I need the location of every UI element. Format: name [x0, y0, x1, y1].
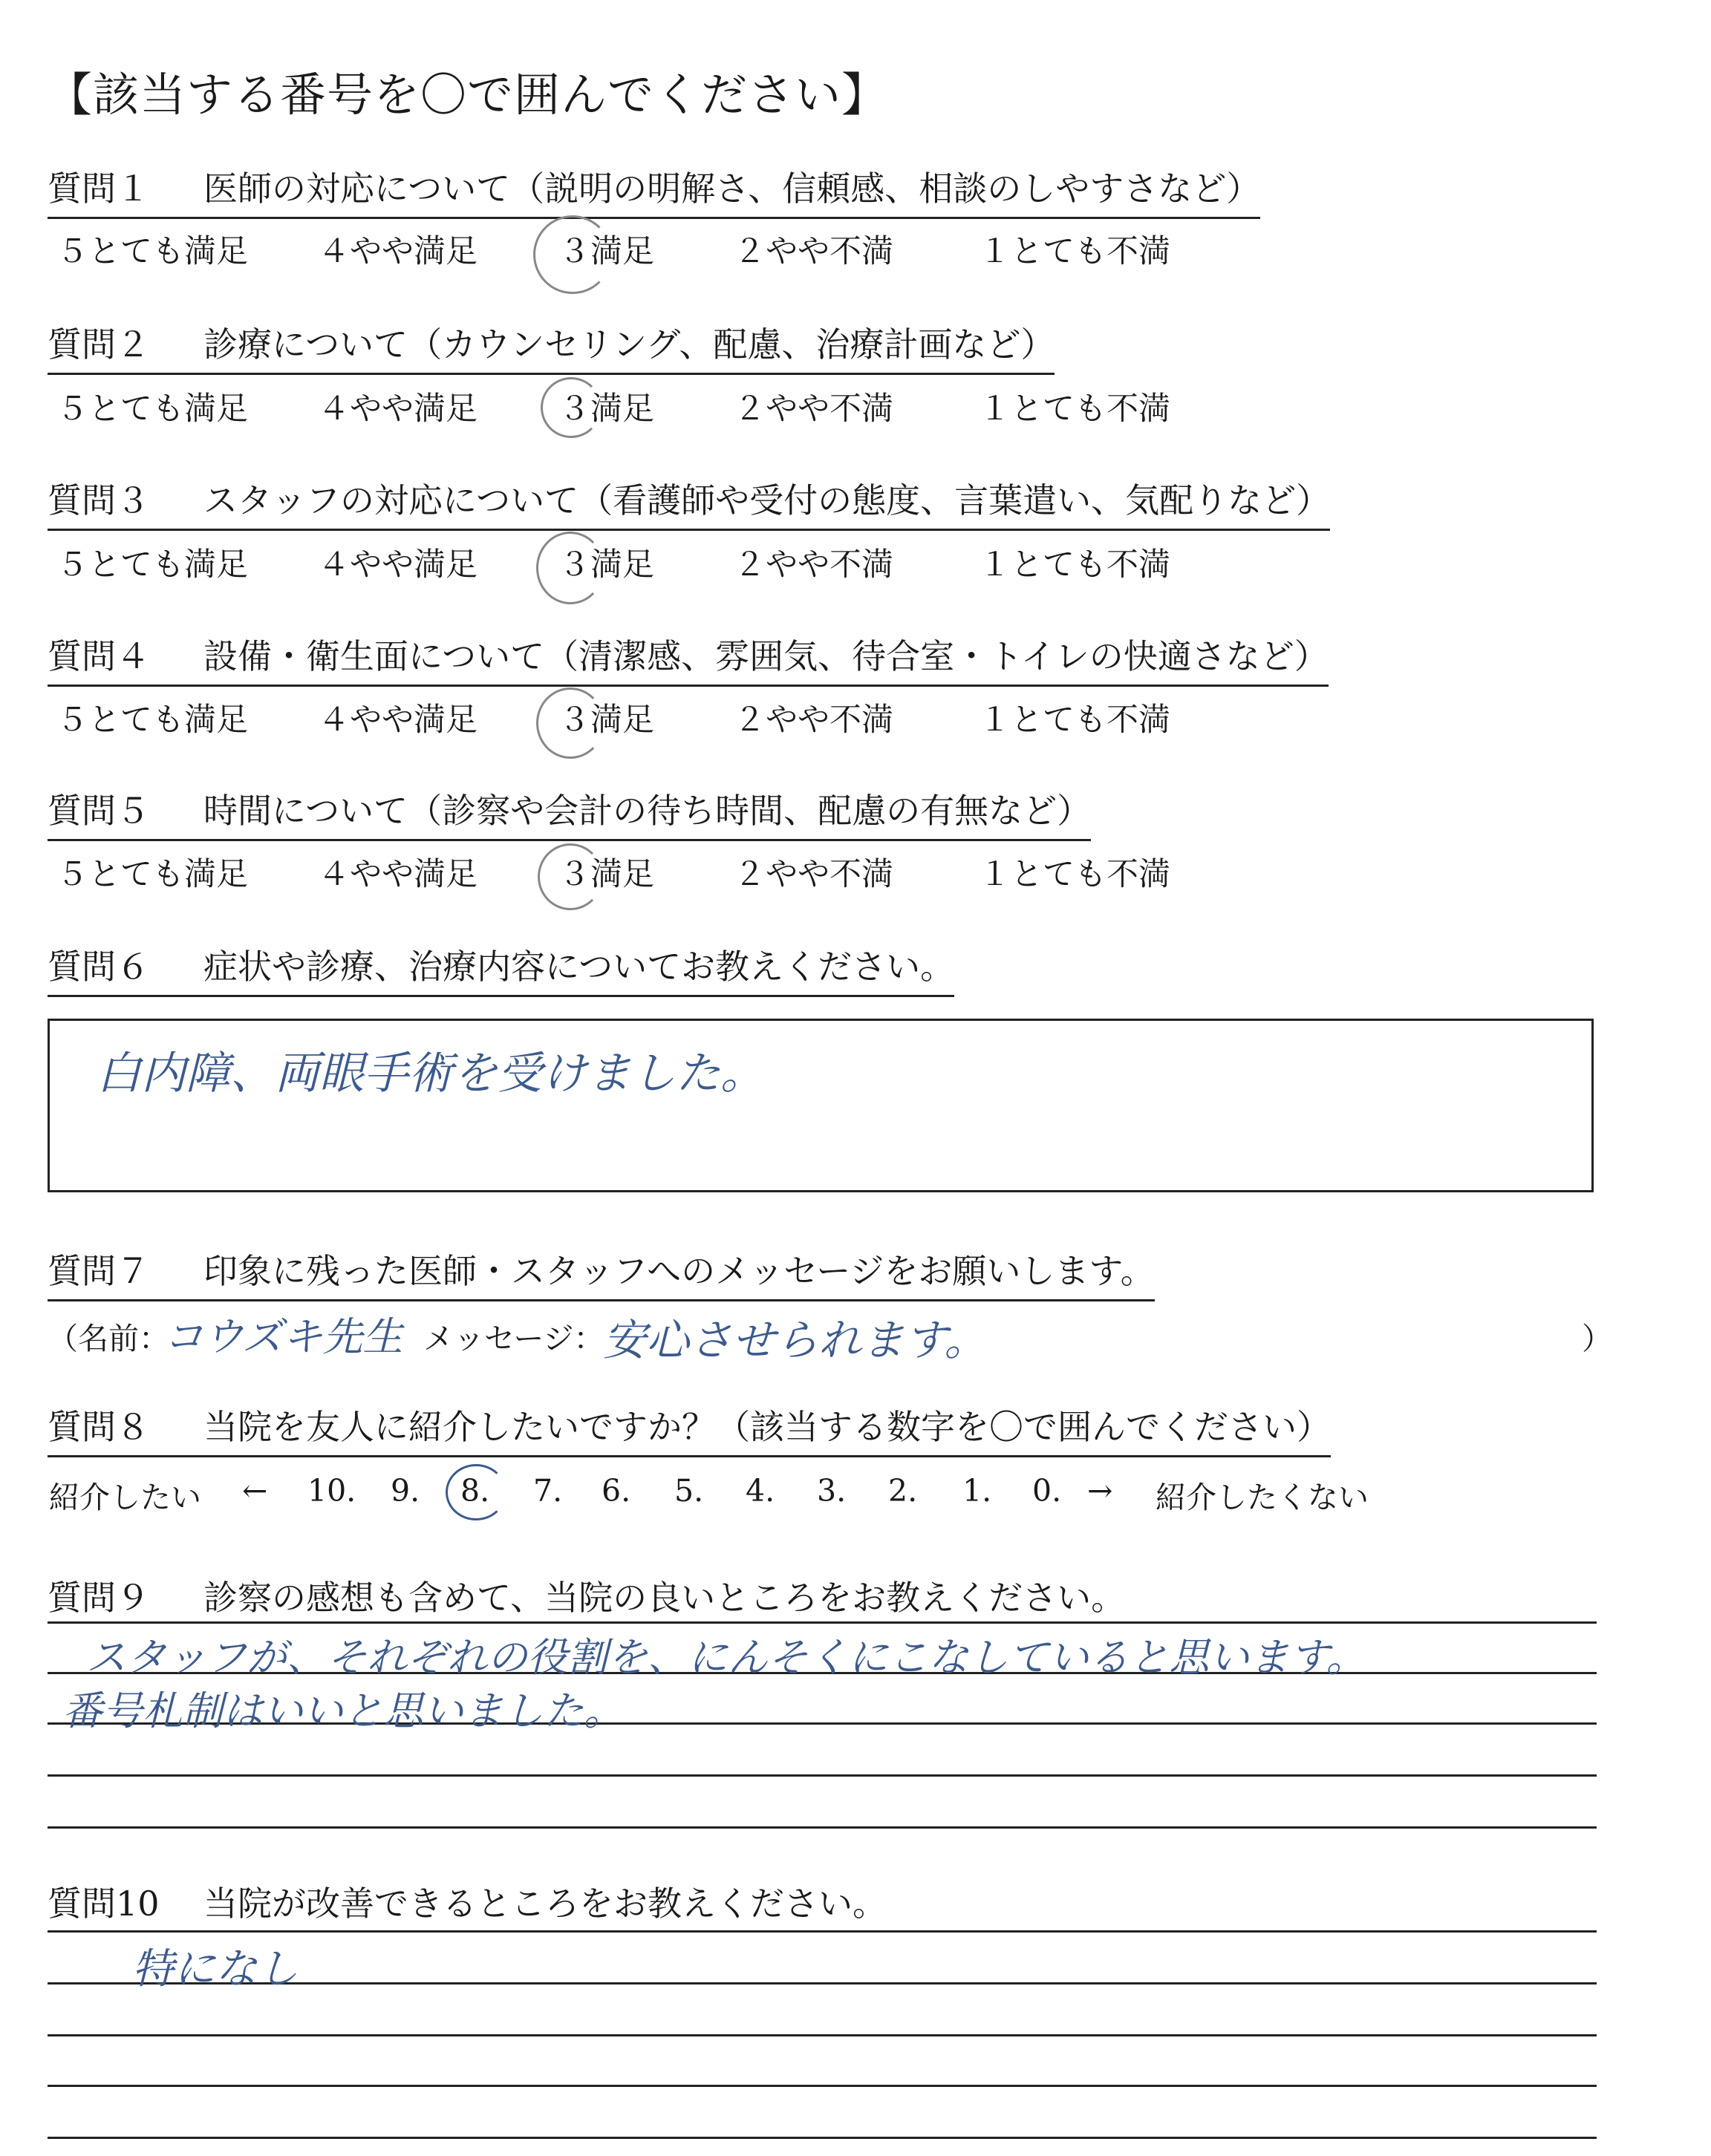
question-8-title: [48, 1400, 1331, 1457]
option-4[interactable]: ４やや満足: [318, 856, 478, 893]
option-5[interactable]: ５とても満足: [56, 702, 248, 739]
answer-line: [48, 2034, 1597, 2036]
question-title: [48, 162, 1260, 219]
option-2[interactable]: ２やや不満: [734, 233, 893, 270]
option-4[interactable]: ４やや満足: [318, 233, 478, 270]
option-5[interactable]: ５とても満足: [56, 391, 248, 428]
option-4[interactable]: ４やや満足: [318, 391, 478, 428]
close-paren: ）: [1582, 1321, 1612, 1356]
not-recommend-label: 紹介したくない: [1156, 1480, 1369, 1515]
scale-10[interactable]: 10.: [307, 1473, 356, 1509]
question-6-title: [48, 940, 954, 997]
question-number: 質問５: [48, 791, 150, 831]
name-value[interactable]: コウズキ先生: [163, 1313, 403, 1360]
option-2[interactable]: ２やや不満: [734, 702, 893, 739]
question-9-title: [48, 1571, 1125, 1620]
q9-answer-line-1: スタッフが、それぞれの役割を、にんそくにこなしていると思います。: [86, 1634, 1366, 1681]
scale-2[interactable]: 2.: [888, 1473, 918, 1509]
question-text: 時間について（診察や会計の待ち時間、配慮の有無など）: [203, 791, 1092, 831]
question-number: 質問６: [48, 947, 150, 987]
scale-5[interactable]: 5.: [674, 1473, 704, 1509]
scale-8[interactable]: 8.: [460, 1473, 490, 1509]
selection-circle: [536, 532, 604, 604]
option-1[interactable]: １とても不満: [979, 702, 1170, 739]
selection-circle: [536, 687, 604, 759]
question-number: 質問10: [48, 1884, 160, 1924]
question-text: スタッフの対応について（看護師や受付の態度、言葉遣い、気配りなど）: [203, 480, 1331, 520]
question-text: 診察の感想も含めて、当院の良いところをお教えください。: [203, 1578, 1126, 1618]
option-2[interactable]: ２やや不満: [734, 856, 893, 893]
answer-line: [48, 1621, 1597, 1624]
question-text: 症状や診療、治療内容についてお教えください。: [203, 947, 955, 987]
selection-circle: [538, 843, 603, 910]
selection-circle: [446, 1464, 506, 1520]
question-10-title: [48, 1877, 887, 1926]
message-value[interactable]: 安心させられます。: [603, 1315, 988, 1365]
answer-line: [48, 2137, 1597, 2139]
option-5[interactable]: ５とても満足: [56, 546, 248, 584]
question-number: 質問２: [48, 324, 150, 365]
question-text: 設備・衛生面について（清潔感、雰囲気、待合室・トイレの快適さなど）: [203, 636, 1329, 676]
question-text: 診療について（カウンセリング、配慮、治療計画など）: [203, 324, 1055, 365]
answer-line: [48, 1826, 1597, 1829]
option-3[interactable]: ３満足: [558, 546, 654, 584]
question-7-title: [48, 1244, 1155, 1301]
option-3[interactable]: ３満足: [558, 856, 654, 893]
scale-4[interactable]: 4.: [746, 1473, 775, 1509]
question-number: 質問３: [48, 480, 150, 520]
answer-line: [48, 1930, 1597, 1933]
option-5[interactable]: ５とても満足: [56, 233, 248, 270]
selection-circle: [533, 215, 612, 294]
option-1[interactable]: １とても不満: [979, 391, 1170, 428]
question-number: 質問１: [48, 169, 150, 209]
option-2[interactable]: ２やや不満: [734, 391, 893, 428]
option-2[interactable]: ２やや不満: [734, 546, 893, 584]
scale-6[interactable]: 6.: [602, 1473, 631, 1509]
question-number: 質問９: [48, 1578, 150, 1618]
question-text: 当院が改善できるところをお教えください。: [203, 1884, 887, 1924]
question-title: [48, 784, 1091, 841]
q9-answer-line-2: 番号札制はいいと思いました。: [62, 1688, 624, 1734]
question-title: [48, 474, 1330, 531]
option-5[interactable]: ５とても満足: [56, 856, 248, 893]
answer-line: [48, 1774, 1597, 1777]
option-3[interactable]: ３満足: [558, 702, 654, 739]
question-number: 質問８: [48, 1407, 150, 1447]
option-1[interactable]: １とても不満: [979, 233, 1170, 270]
q10-answer-line-1: 特になし: [132, 1945, 299, 1993]
question-text: 医師の対応について（説明の明解さ、信頼感、相談のしやすさなど）: [203, 169, 1261, 209]
scale-0[interactable]: 0.: [1032, 1473, 1062, 1509]
scale-1[interactable]: 1.: [962, 1473, 992, 1509]
left-arrow-icon: ←: [242, 1473, 268, 1509]
option-4[interactable]: ４やや満足: [318, 546, 478, 584]
option-3[interactable]: ３満足: [558, 233, 654, 270]
option-3[interactable]: ３満足: [558, 391, 654, 428]
scale-3[interactable]: 3.: [817, 1473, 847, 1509]
name-label: （名前：: [48, 1321, 169, 1356]
scale-9[interactable]: 9.: [391, 1473, 420, 1509]
question-text: 印象に残った医師・スタッフへのメッセージをお願いします。: [203, 1251, 1155, 1291]
question-text: 当院を友人に紹介したいですか？（該当する数字を〇で囲んでください）: [203, 1407, 1331, 1447]
form-heading: 【該当する番号を〇で囲んでください】: [46, 68, 889, 122]
message-label: メッセージ：: [423, 1321, 604, 1356]
option-4[interactable]: ４やや満足: [318, 702, 478, 739]
scale-7[interactable]: 7.: [533, 1473, 563, 1509]
question-title: [48, 630, 1329, 687]
question-title: [48, 318, 1055, 375]
option-1[interactable]: １とても不満: [979, 856, 1170, 893]
option-1[interactable]: １とても不満: [979, 546, 1170, 584]
question-number: 質問７: [48, 1251, 150, 1291]
selection-circle: [541, 377, 602, 438]
right-arrow-icon: →: [1087, 1473, 1113, 1509]
question-number: 質問４: [48, 636, 150, 676]
recommend-label: 紹介したい: [49, 1480, 201, 1515]
q6-answer: 白内障、両眼手術を受けました。: [97, 1048, 765, 1100]
answer-line: [48, 2085, 1597, 2087]
